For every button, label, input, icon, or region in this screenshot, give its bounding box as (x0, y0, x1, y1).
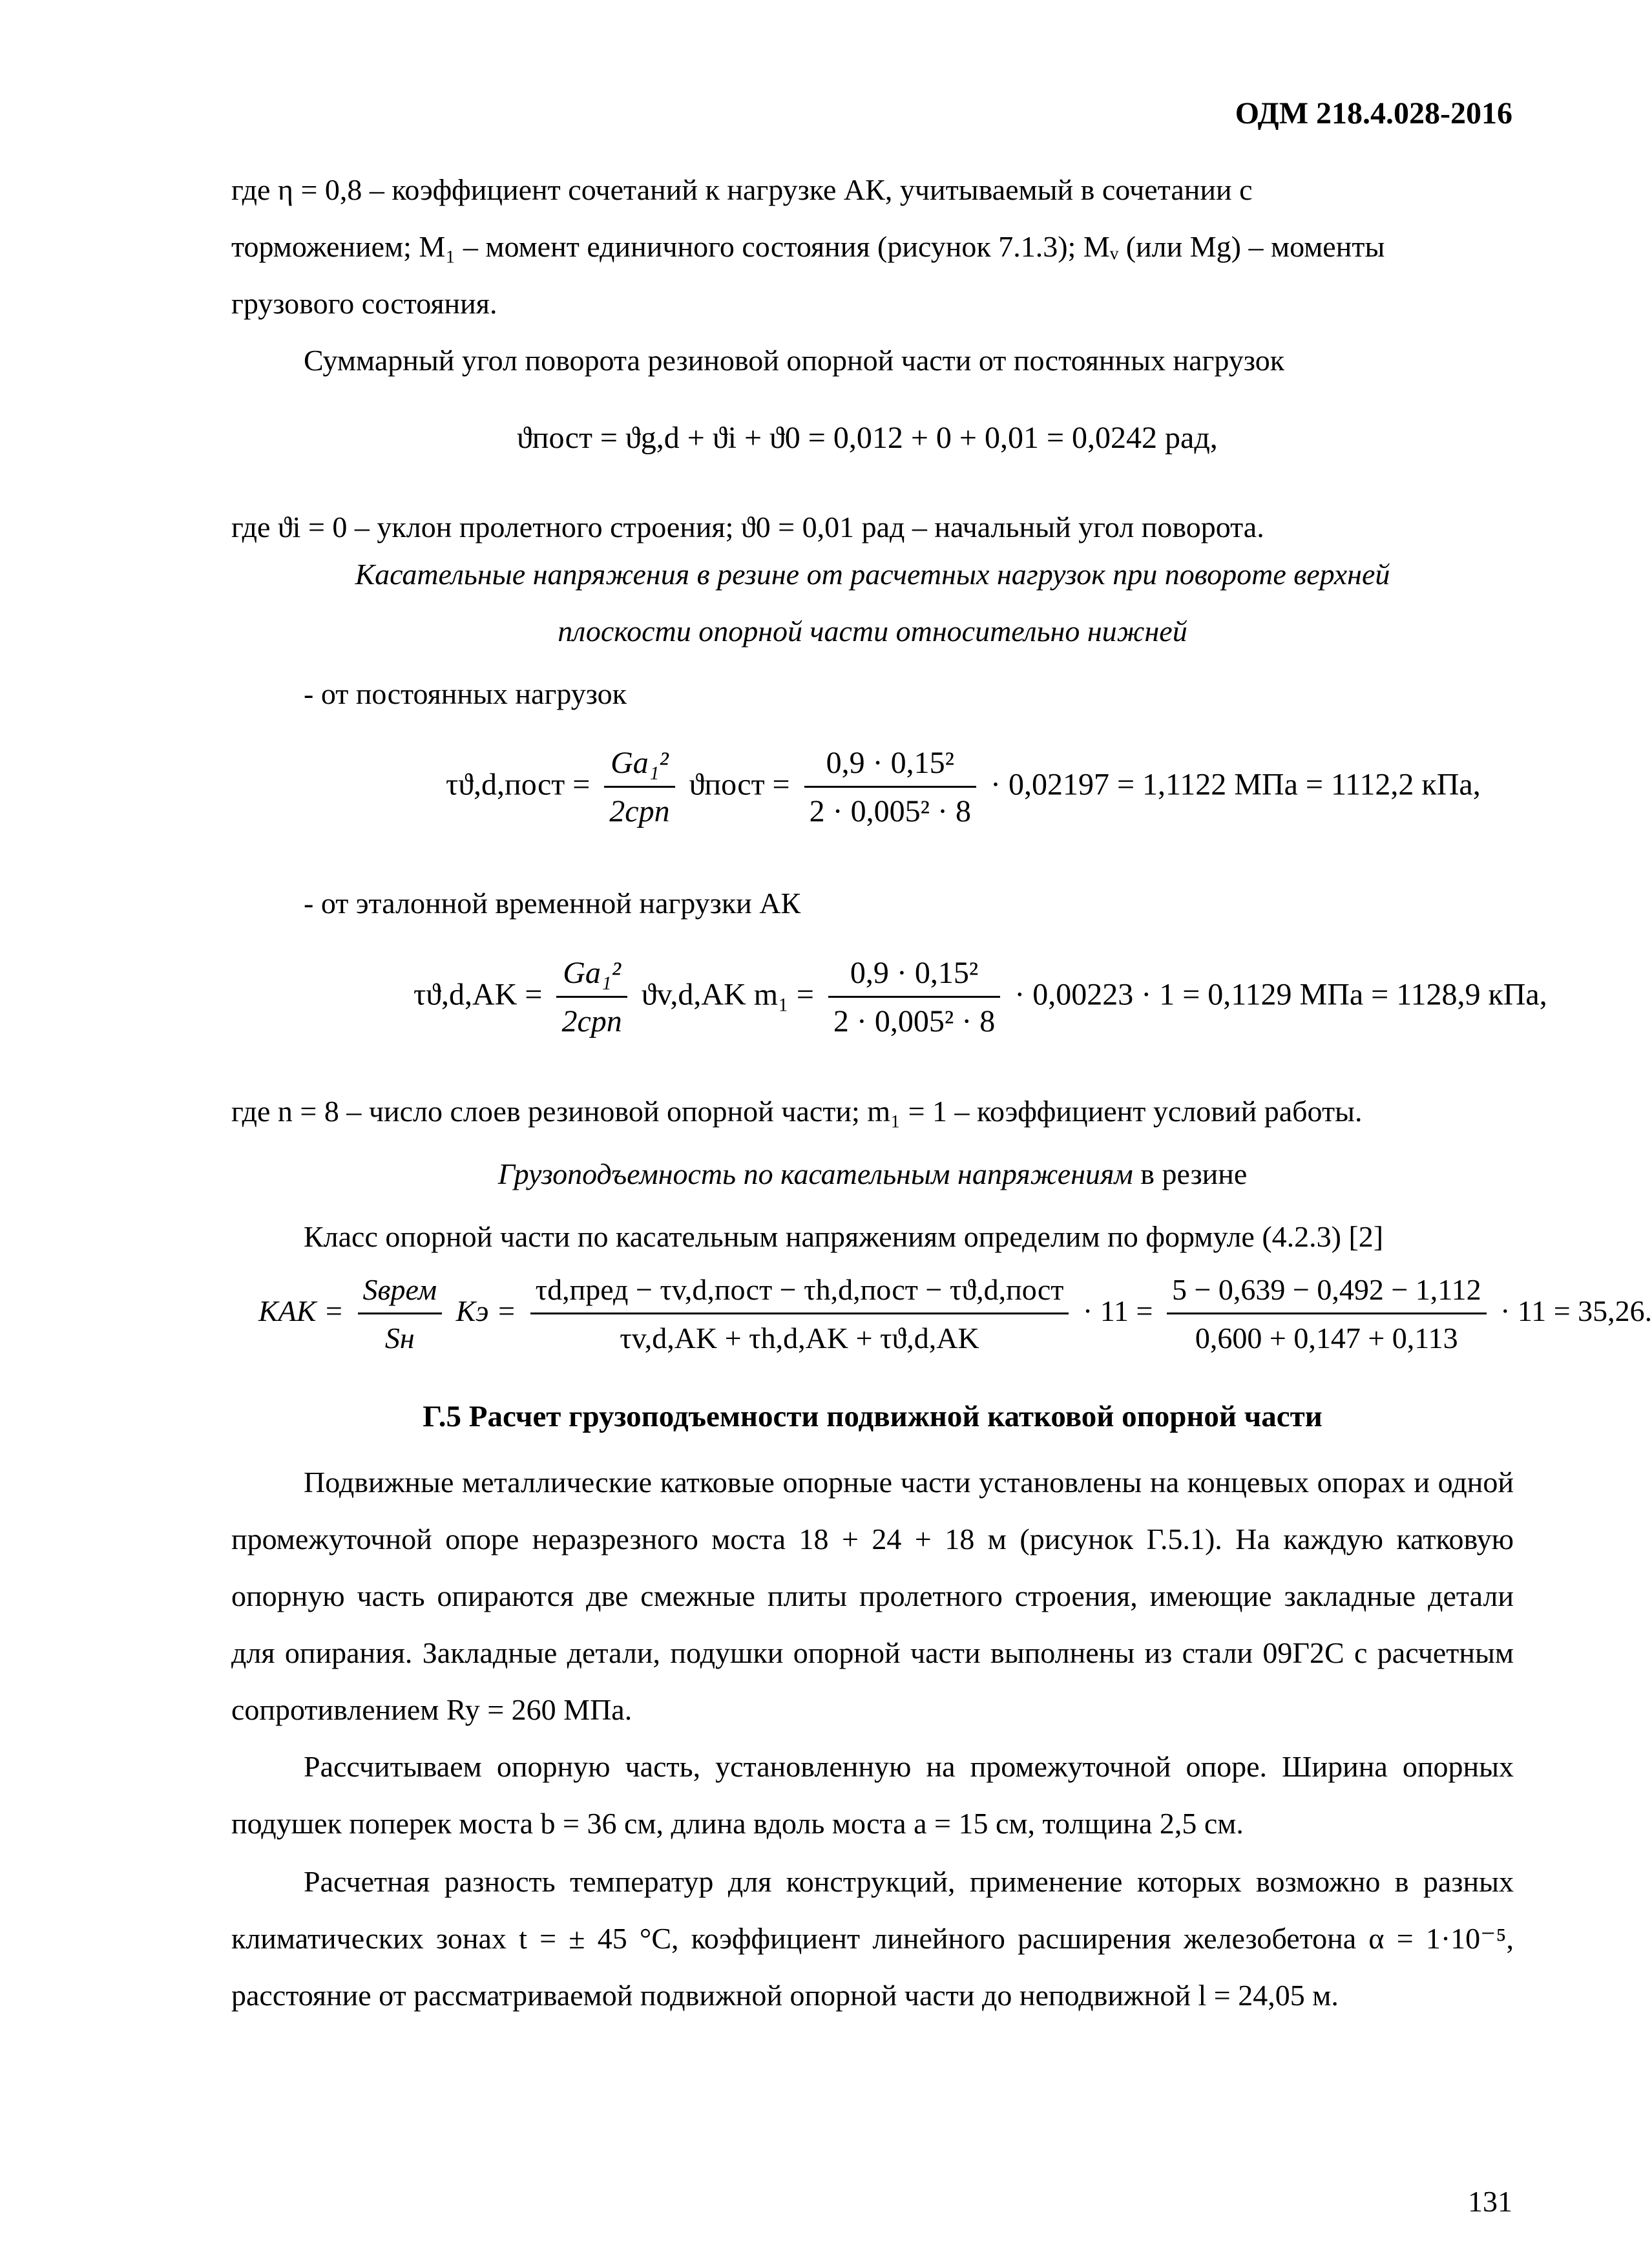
italic-heading-line-1: Касательные напряжения в резине от расчетных нагрузок при повороте верхней (355, 558, 1390, 591)
eq2-f2-denominator: 2 · 0,005² · 8 (809, 794, 971, 828)
paragraph-4: где n = 8 – число слоев резиновой опорной части; m₁ = 1 – коэффициент условий работы. (231, 1095, 1363, 1128)
eq4-fraction-2 (530, 1270, 1069, 1358)
eq4-fraction-3 (1167, 1270, 1487, 1358)
eq4-middle: Kэ = (455, 1294, 517, 1328)
eq2-fraction-1 (604, 743, 674, 832)
eq2-middle: ϑпост = (689, 767, 790, 802)
eq4-middle-2: · 11 = (1082, 1294, 1153, 1328)
eq4-f3-numerator: 5 − 0,639 − 0,492 − 1,112 (1167, 1270, 1487, 1314)
eq3-f2-denominator: 2 · 0,005² · 8 (833, 1004, 996, 1039)
eq3-middle: ϑv,d,AK m₁ = (641, 977, 814, 1012)
paragraph-3: где ϑi = 0 – уклон пролетного строения; ϑ0 = 0,01 рад – начальный угол поворота. (231, 511, 1264, 543)
equation-3 (413, 953, 1547, 1042)
paragraph-1-line-3: грузового состояния. (231, 287, 497, 320)
italic-heading-3-tail: в резине (1133, 1157, 1248, 1190)
eq4-rest: · 11 = 35,26. (1500, 1294, 1652, 1328)
paragraph-1-line-2: торможением; M₁ – момент единичного состояния (рисунок 7.1.3); Mᵥ (или Mg) – моменты (231, 230, 1385, 263)
eq2-rest: · 0,02197 = 1,1122 МПа = 1112,2 кПа, (990, 767, 1481, 802)
eq2-f2-numerator: 0,9 · 0,15² (804, 743, 976, 788)
italic-heading-3 (231, 1157, 1514, 1191)
eq2-f1-numerator: Ga₁² (604, 743, 674, 788)
equation-1: ϑпост = ϑg,d + ϑi + ϑ0 = 0,012 + 0 + 0,01 = 0,0242 рад, (517, 421, 1218, 455)
list-item-permanent-loads: - от постоянных нагрузок (304, 677, 627, 710)
document-header: ОДМ 218.4.028-2016 (1235, 96, 1512, 131)
eq3-fraction-1 (556, 953, 627, 1042)
list-item-ak-load: - от эталонной временной нагрузки АК (304, 887, 801, 920)
paragraph-1-line-1: где η = 0,8 – коэффициент сочетаний к нагрузке АК, учитываемый в сочетании с (231, 173, 1253, 206)
eq4-f1-numerator: Sврем (358, 1270, 443, 1314)
equation-2 (446, 743, 1481, 832)
eq3-f1-denominator: 2cрn (561, 1004, 622, 1039)
paragraph-2: Суммарный угол поворота резиновой опорной части от постоянных нагрузок (304, 344, 1285, 377)
eq2-f1-denominator: 2cрn (609, 794, 670, 828)
italic-heading-line-2: плоскости опорной части относительно нижней (558, 615, 1187, 648)
eq4-f2-numerator: τd,пред − τv,d,пост − τh,d,пост − τϑ,d,пост (530, 1270, 1069, 1314)
paragraph-7: Рассчитываем опорную часть, установленную на промежуточной опоре. Ширина опорных подушек поперек моста b = 36 см, длина вдоль моста a = 15 см, толщина 2,5 см. (231, 1750, 1514, 1840)
paragraph-5: Класс опорной части по касательным напряжениям определим по формуле (4.2.3) [2] (304, 1220, 1384, 1253)
eq3-fraction-2 (828, 953, 1000, 1042)
eq4-f3-denominator: 0,600 + 0,147 + 0,113 (1195, 1322, 1458, 1355)
eq3-f1-numerator: Ga₁² (556, 953, 627, 998)
eq3-f2-numerator: 0,9 · 0,15² (828, 953, 1000, 998)
eq4-f2-denominator: τv,d,AK + τh,d,AK + τϑ,d,AK (620, 1322, 979, 1355)
paragraph-6: Подвижные металлические катковые опорные части установлены на концевых опорах и одной промежуточной опоре неразрезного моста 18 + 24 + 18 м (рисунок Г.5.1). На каждую катковую опорную часть опираются две смежные плиты пролетного строения, имеющие закладные детали для опирания. Закладные детали, подушки опорной части выполнены из стали 09Г2С с расчетным сопротивлением Ry = 260 МПа. (231, 1466, 1514, 1726)
eq2-lhs: τϑ,d,пост = (446, 767, 591, 802)
section-title: Г.5 Расчет грузоподъемности подвижной катковой опорной части (423, 1400, 1323, 1433)
eq4-f1-denominator: Sн (384, 1322, 415, 1355)
equation-4 (258, 1270, 1652, 1358)
eq2-fraction-2 (804, 743, 976, 832)
paragraph-8: Расчетная разность температур для конструкций, применение которых возможно в разных климатических зонах t = ± 45 °С, коэффициент линейного расширения железобетона α = 1·10⁻⁵, расстояние от рассматриваемой подвижной опорной части до неподвижной l = 24,05 м. (231, 1865, 1514, 2012)
eq3-rest: · 0,00223 · 1 = 0,1129 МПа = 1128,9 кПа, (1014, 977, 1547, 1012)
eq4-lhs: KAK = (258, 1294, 344, 1328)
eq3-lhs: τϑ,d,AK = (413, 977, 543, 1012)
italic-heading-3-text: Грузоподъемность по касательным напряжениям (497, 1157, 1133, 1190)
page-number: 131 (1468, 2185, 1512, 2218)
eq4-fraction-1 (358, 1270, 443, 1358)
